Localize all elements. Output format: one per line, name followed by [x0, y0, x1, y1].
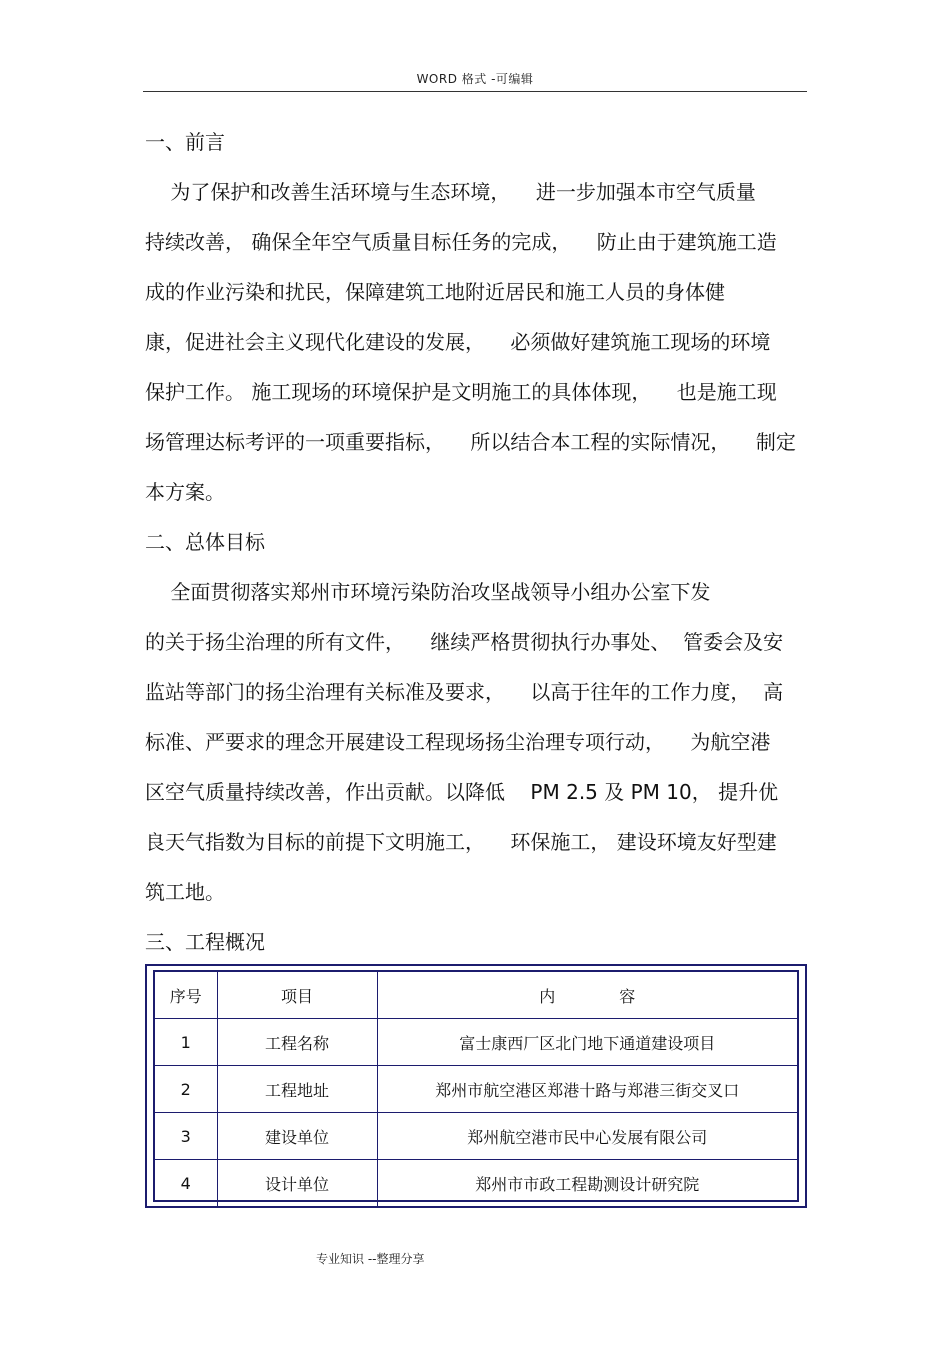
- header-divider: [143, 91, 807, 92]
- cell-content: 郑州市市政工程勘测设计研究院: [377, 1160, 797, 1207]
- paragraph-line: 为了保护和改善生活环境与生态环境， 进一步加强本市空气质量: [145, 180, 756, 204]
- project-overview-table: [145, 964, 807, 1208]
- page-header: WORD 格式 -可编辑: [416, 72, 534, 86]
- cell-index: 2: [155, 1066, 217, 1113]
- cell-content: 郑州航空港市民中心发展有限公司: [377, 1113, 797, 1160]
- table-row: [155, 1019, 797, 1066]
- table-row: [155, 1160, 797, 1207]
- paragraph-line: 保护工作。 施工现场的环境保护是文明施工的具体体现， 也是施工现: [145, 380, 777, 404]
- paragraph-line: 场管理达标考评的一项重要指标， 所以结合本工程的实际情况， 制定: [145, 430, 796, 454]
- header-cell-item: 项目: [217, 972, 377, 1019]
- table-row: [155, 1066, 797, 1113]
- cell-item: 工程名称: [217, 1019, 377, 1066]
- paragraph-line: 持续改善， 确保全年空气质量目标任务的完成， 防止由于建筑施工造: [145, 230, 777, 254]
- paragraph-line: 成的作业污染和扰民，保障建筑工地附近居民和施工人员的身体健: [145, 280, 725, 304]
- cell-content: 富士康西厂区北门地下通道建设项目: [377, 1019, 797, 1066]
- table-inner-border: [153, 970, 799, 1202]
- cell-item: 建设单位: [217, 1113, 377, 1160]
- cell-item: 工程地址: [217, 1066, 377, 1113]
- paragraph-line: 标准、严要求的理念开展建设工程现场扬尘治理专项行动， 为航空港: [145, 730, 771, 754]
- header-cell-content: 内 容: [377, 972, 797, 1019]
- section-heading-preface: 一、前言: [145, 130, 225, 154]
- table-header-row: [155, 972, 797, 1019]
- table-row: [155, 1113, 797, 1160]
- cell-index: 4: [155, 1160, 217, 1207]
- section-heading-overall-goal: 二、总体目标: [145, 530, 265, 554]
- overview-table-grid: [155, 972, 797, 1206]
- cell-content: 郑州市航空港区郑港十路与郑港三街交叉口: [377, 1066, 797, 1113]
- paragraph-line: 全面贯彻落实郑州市环境污染防治攻坚战领导小组办公室下发: [145, 580, 711, 604]
- paragraph-line: 良天气指数为目标的前提下文明施工， 环保施工， 建设环境友好型建: [145, 830, 777, 854]
- cell-index: 3: [155, 1113, 217, 1160]
- paragraph-line: 监站等部门的扬尘治理有关标准及要求， 以高于往年的工作力度， 高: [145, 680, 784, 704]
- page-footer: 专业知识 --整理分享: [316, 1252, 425, 1266]
- header-cell-index: 序号: [155, 972, 217, 1019]
- cell-item: 设计单位: [217, 1160, 377, 1207]
- section-heading-project-overview: 三、工程概况: [145, 930, 265, 954]
- paragraph-line: 区空气质量持续改善，作出贡献。以降低 PM 2.5 及 PM 10， 提升优: [145, 780, 779, 804]
- paragraph-line: 本方案。: [145, 480, 225, 504]
- paragraph-line: 筑工地。: [145, 880, 225, 904]
- cell-index: 1: [155, 1019, 217, 1066]
- paragraph-line: 的关于扬尘治理的所有文件， 继续严格贯彻执行办事处、 管委会及安: [145, 630, 784, 654]
- paragraph-line: 康，促进社会主义现代化建设的发展， 必须做好建筑施工现场的环境: [145, 330, 771, 354]
